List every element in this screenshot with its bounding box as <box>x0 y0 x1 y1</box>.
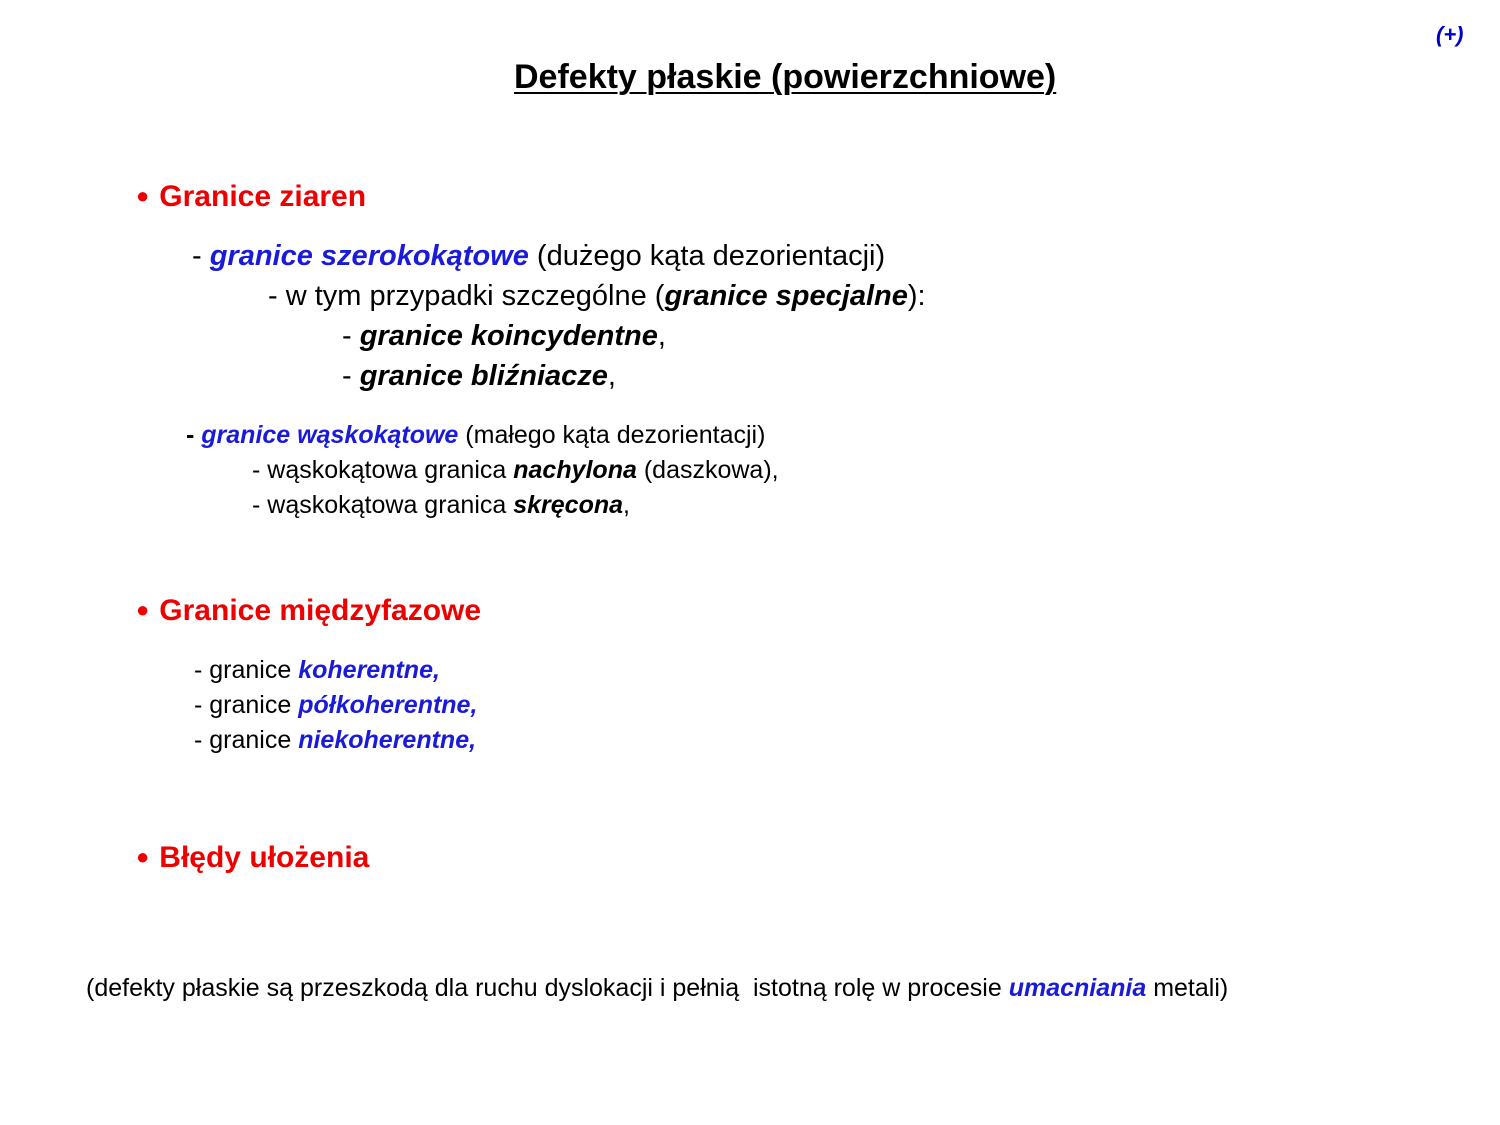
section-heading-stacking-faults <box>136 841 369 875</box>
list-item-semicoherent <box>194 691 477 720</box>
dash: - <box>186 421 202 449</box>
term-twist: skręcona <box>513 491 624 519</box>
term-semicoherent: półkoherentne, <box>298 691 478 719</box>
list-item-low-angle <box>186 421 765 450</box>
prefix: - wąskokątowa granica <box>252 491 514 519</box>
special-suffix: ): <box>907 280 926 312</box>
desc: (małego kąta dezorientacji) <box>458 421 766 449</box>
list-item-tilt <box>252 456 779 485</box>
term-incoherent: niekoherentne, <box>298 726 477 754</box>
term-special: granice specjalne <box>664 280 908 312</box>
dash: - <box>342 360 360 392</box>
suffix: , <box>657 320 666 352</box>
prefix: - granice <box>194 726 299 754</box>
suffix: , <box>623 491 630 519</box>
footer-note <box>86 974 1228 1003</box>
list-item-high-angle <box>192 240 885 273</box>
footer-suffix: metali) <box>1146 974 1229 1002</box>
corner-label: (+) <box>1436 22 1464 47</box>
prefix: - granice <box>194 656 299 684</box>
bullet-icon: ● <box>136 597 150 622</box>
term-high-angle: granice szerokokątowe <box>209 240 529 272</box>
heading-text: Błędy ułożenia <box>159 841 370 874</box>
special-prefix: - w tym przypadki szczególne ( <box>268 280 665 312</box>
prefix: - wąskokątowa granica <box>252 456 514 484</box>
section-heading-interphase-boundaries <box>136 594 481 628</box>
term-strengthening: umacniania <box>1008 974 1147 1002</box>
list-item-incoherent <box>194 726 476 755</box>
list-item-coherent <box>194 656 440 685</box>
term-coherent: koherentne, <box>298 656 440 684</box>
bullet-icon: ● <box>136 183 150 208</box>
suffix: (daszkowa), <box>636 456 779 484</box>
term-tilt: nachylona <box>513 456 637 484</box>
list-item-twist <box>252 491 630 520</box>
desc: (dużego kąta dezorientacji) <box>528 240 886 272</box>
heading-text: Granice ziaren <box>159 180 367 213</box>
page-title: Defekty płaskie (powierzchniowe) <box>514 58 1057 96</box>
list-item-twin <box>342 360 616 393</box>
dash: - <box>192 240 210 272</box>
list-item-special-cases <box>268 280 926 313</box>
list-item-coincident <box>342 320 666 353</box>
heading-text: Granice międzyfazowe <box>159 594 482 627</box>
dash: - <box>342 320 360 352</box>
suffix: , <box>607 360 616 392</box>
prefix: - granice <box>194 691 299 719</box>
footer-prefix: (defekty płaskie są przeszkodą dla ruchu dyslokacji i pełnią istotną rolę w procesie <box>86 974 1009 1002</box>
term-low-angle: granice wąskokątowe <box>201 421 459 449</box>
section-heading-grain-boundaries <box>136 180 366 214</box>
term-coincident: granice koincydentne <box>359 320 658 352</box>
term-twin: granice bliźniacze <box>359 360 608 392</box>
bullet-icon: ● <box>136 844 150 869</box>
